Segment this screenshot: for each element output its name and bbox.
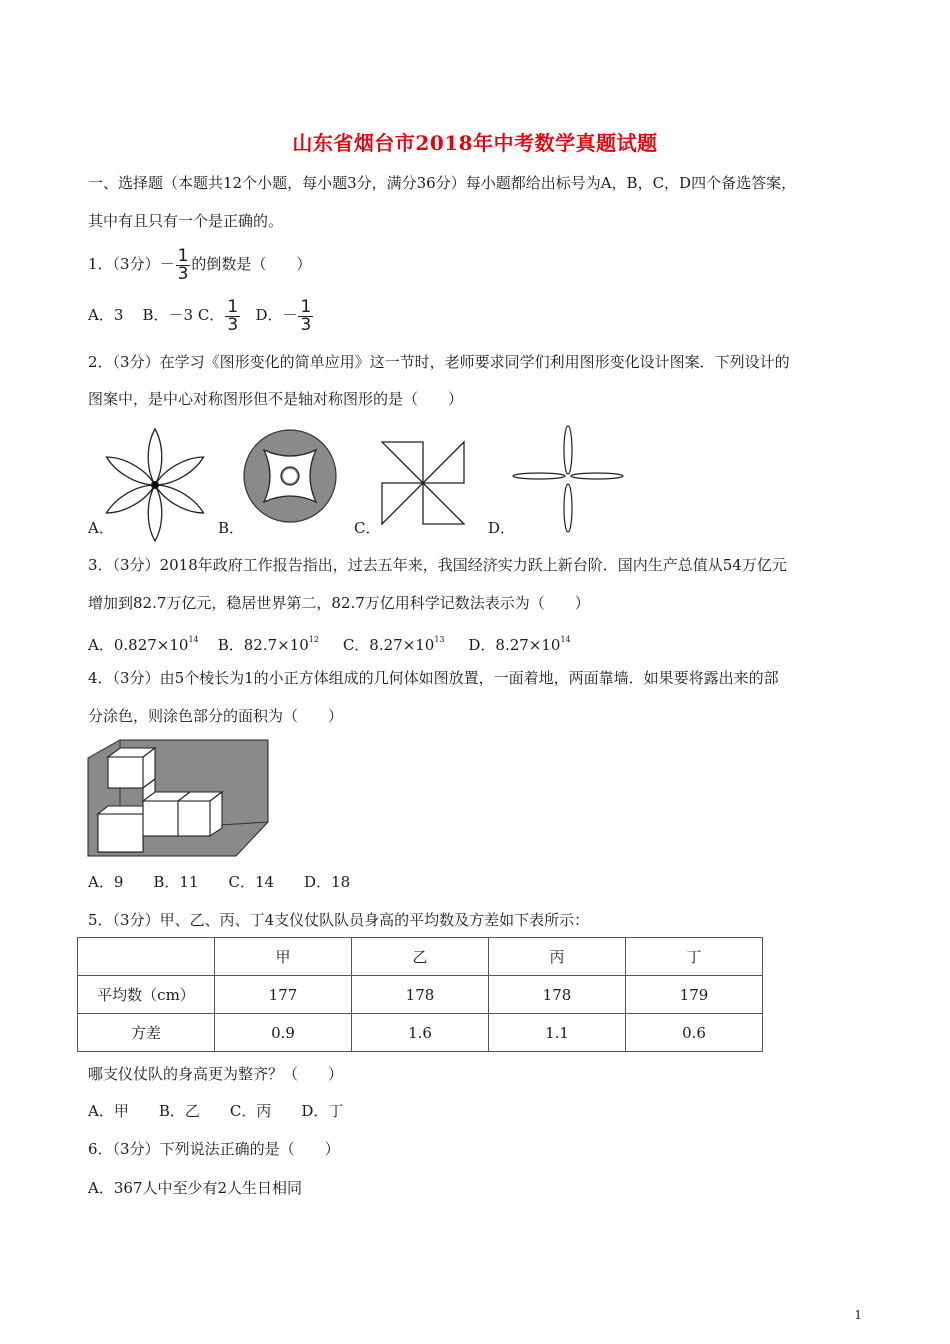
table-cell: 平均数（cm）: [78, 976, 215, 1014]
q2-label-c: C．: [354, 519, 381, 537]
q1d-frac-den: 3: [300, 314, 312, 335]
q1-prefix: 1．（3分）－: [88, 255, 175, 273]
q6-option-a: A．367人中至少有2人生日相同: [88, 1179, 303, 1197]
q2-label-d: D．: [488, 519, 516, 537]
q1c-frac-den: 3: [227, 314, 239, 335]
table-header-cell: 乙: [352, 938, 489, 976]
q3-option-a: A．0.827×10: [88, 636, 189, 654]
table-cell: 方差: [78, 1014, 215, 1052]
q3-exp-c: 13: [434, 635, 445, 644]
pinwheel-figure: [380, 440, 466, 526]
q3-option-c: C．8.27×10: [342, 636, 435, 654]
q1-option-d-fraction: [298, 296, 313, 335]
q1-frac-num: 1: [177, 245, 189, 266]
table-cell: 179: [626, 976, 763, 1014]
table-header-cell: 甲: [215, 938, 352, 976]
q1-fraction: [176, 245, 191, 284]
q3-option-b: B．82.7×10: [217, 636, 309, 654]
page-title: 山东省烟台市2018年中考数学真题试题: [292, 131, 658, 155]
q1-option-c: C．: [197, 306, 225, 324]
page-number: 1: [854, 1308, 862, 1322]
table-header-row: [78, 938, 763, 976]
q1-option-d: D．－: [255, 306, 298, 324]
q2-label-b: B．: [218, 519, 245, 537]
q1-option-c-fraction: [225, 296, 240, 335]
question-2-line1: 2．（3分）在学习《图形变化的简单应用》这一节时，老师要求同学们利用图形变化设计图案．下列设计的: [88, 353, 790, 371]
table-cell: 1.1: [489, 1014, 626, 1052]
question-3-line2: 增加到82.7万亿元，稳居世界第二，82.7万亿用科学记数法表示为（ ）: [88, 594, 590, 612]
section-intro-line2: 其中有且只有一个是正确的。: [88, 212, 284, 230]
q1c-frac-num: 1: [227, 296, 239, 317]
table-header-cell: 丙: [489, 938, 626, 976]
table-cell: 0.6: [626, 1014, 763, 1052]
table-row: [78, 976, 763, 1014]
q1-options: [88, 298, 314, 334]
q4-options: A．9 B．11 C．14 D．18: [88, 873, 351, 891]
question-4-line2: 分涂色，则涂色部分的面积为（ ）: [88, 707, 344, 725]
question-4-line1: 4．（3分）由5个棱长为1的小正方体组成的几何体如图放置，一面着地，两面靠墙．如果要将露出来的部: [88, 669, 779, 687]
table-header-cell: 丁: [626, 938, 763, 976]
q5-options: A．甲 B．乙 C．丙 D．丁: [88, 1102, 344, 1120]
table-cell: 0.9: [215, 1014, 352, 1052]
question-1: [88, 247, 311, 283]
question-6-line1: 6．（3分）下列说法正确的是（ ）: [88, 1140, 340, 1158]
flower-figure: [108, 415, 204, 535]
table-cell: 1.6: [352, 1014, 489, 1052]
q1-frac-den: 3: [177, 263, 189, 284]
question-5-line1: 5．（3分）甲、乙、丙、丁4支仪仗队队员身高的平均数及方差如下表所示：: [88, 911, 590, 929]
table-cell: 178: [352, 976, 489, 1014]
stats-table: [77, 937, 763, 1052]
q1d-frac-num: 1: [300, 296, 312, 317]
section-intro-line1: 一、选择题（本题共12个小题，每小题3分，满分36分）每小题都给出标号为A，B，C，D四个备选答案，: [88, 174, 797, 192]
table-header-cell: [78, 938, 215, 976]
coin-figure: [242, 428, 338, 524]
q3-exp-a: 14: [188, 635, 199, 644]
q3-option-d: D．8.27×10: [468, 636, 561, 654]
question-5-prompt: 哪支仪仗队的身高更为整齐？（ ）: [88, 1065, 344, 1083]
q3-exp-d: 14: [560, 635, 571, 644]
table-cell: 178: [489, 976, 626, 1014]
q1-option-b: B．－3: [142, 306, 194, 324]
ellipse-cross-figure: [512, 425, 624, 533]
q1-option-a: A．3: [88, 306, 124, 324]
question-3-line1: 3．（3分）2018年政府工作报告指出，过去五年来，我国经济实力跃上新台阶．国内生产总值从54万亿元: [88, 556, 787, 574]
q2-label-a: A．: [88, 519, 114, 537]
cubes-figure: [88, 740, 268, 860]
table-row: [78, 1014, 763, 1052]
table-cell: 177: [215, 976, 352, 1014]
question-2-line2: 图案中，是中心对称图形但不是轴对称图形的是（ ）: [88, 390, 464, 408]
q3-options: [88, 630, 571, 655]
q1-suffix: 的倒数是（ ）: [191, 255, 312, 273]
q3-exp-b: 12: [308, 635, 319, 644]
